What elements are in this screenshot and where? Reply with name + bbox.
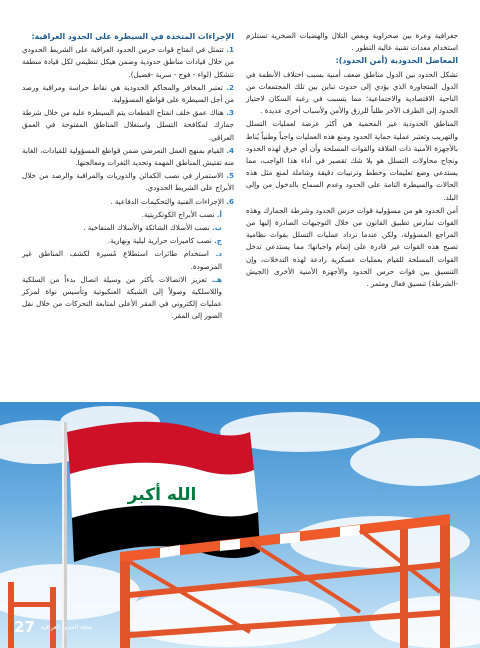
- list-item: 5. الاستمرار في نصب الكمائن والدوريات والمراقبة والرصد من خلال الأبراج على الشريط الحدودي.: [22, 171, 234, 193]
- sub-list-item: د. استخدام طائرات استطلاع مُسيرة لكشف المناطق غير المرصودة.: [22, 249, 222, 271]
- photo-illustration: [0, 402, 480, 648]
- left-column: [22, 30, 234, 400]
- sub-list-item: ب. نصب الأسلاك الشائكة والأسلاك المنفاخية .: [83, 223, 222, 233]
- sub-list-item: هـ. تعزيز الاتصالات بأكثر من وسيلة اتصال بدءاً من السلكية واللاسلكية وصولاً إلى الشبكة العنكبوتية وتأسيس نواة لمركز عمليات إلكتروني في المقر الأعلى لمتابعة التحركات من خلال نقل الصور إلى المقر.: [22, 274, 222, 321]
- border-flag-photo: [0, 402, 480, 648]
- intro-paragraph: جغرافية وعرة بين صحراوية وبعض التلال والهضبات الصخرية تستلزم استخدام معدات تقنية عالية التطور .: [246, 31, 458, 53]
- list-item: 4. القيام بمنهج العمل التعرضي ضمن قواطع المسؤولية للقيادات، الغاية منه تفتيش المناطق المهمة وتحديد الثغرات ومعالجتها.: [22, 145, 234, 168]
- list-item: 1. تتمثل في انفتاح قوات حرس الحدود العراقية على الشريط الحدودي من خلال قيادات مناطق حدودية وضمن هيكل تنظيمي لكل قيادة منطقة تتشكل (لواء - فوج - سرية -فصيل).: [22, 45, 234, 79]
- article-text: [22, 30, 458, 400]
- section-heading-border-security: المعاضل الحدودية (أمن الحدود):: [335, 56, 458, 66]
- page-footer: [14, 618, 92, 636]
- right-column: [246, 30, 458, 400]
- list-item: 2. تعتبر المخافر والمحاكم الحدودية هي نقاط حراسة ومراقبة ورصد من أجل السيطرة على قواطع المسؤولية.: [22, 82, 234, 105]
- sub-list-item: أ. نصب الأبراج الكونكريتية.: [141, 209, 222, 219]
- list-item: 6. الإجراءات الفنية والتحكيمات الدفاعية .: [110, 196, 234, 206]
- page-number: 27: [14, 618, 35, 636]
- paragraph-3: أمن الحدود هو من مسؤولية قوات حرس الحدود وشرطة الجمارك وهذه القوات تمارس تطبيق القانون من خلال التوجيهات الصادرة إليها من المراجع المسؤولة، ولكن عندما تزداد عمليات التسلل بقوات نظامية تصبح هذه القوات غير قادرة على إتمام واجباتها؛ مما يستدعي تدخل القوات المسلحة للقيام بعمليات عسكرية رادعة لهذه التدخلات، وإن التنسيق بين قوات حرس الحدود والأجهزة الأمنية الأخرى (الجيش -الشرطة) تنسيق فعال ومثمر .: [246, 205, 458, 289]
- section-heading-measures: الإجراءات المتخذة في السيطرة على الحدود العراقية:: [31, 32, 234, 41]
- magazine-title: مجلة الحدود العراقية: [40, 623, 93, 631]
- paragraph-2: المناطق الحدودية غير المحمية هي أكثر عرضة لعمليات التسلل والتهريب وتعتبر عملية حماية الحدود ومنع هذه العمليات واجباً وطنياً يُناط بالأجهزة الأمنية ذات العلاقة والقوات المسلحة وأن أي خرق لهذه الحدود ونجاح محاولات التسلل هو بلا شك تقصير في أداء هذا الواجب، مما يستدعي وضع تعليمات وخطط وترتيبات دقيقة وشاملة لمنع مثل هذه الحالات والسيطرة التامة على الحدود وعدم السماح بالدخول من وإلى البلد.: [246, 119, 458, 202]
- sub-list-item: ج. نصب كاميرات حرارية ليلية ونهارية.: [107, 236, 222, 246]
- flag-emblem-text: الله أكبر: [127, 485, 197, 505]
- paragraph-1: تشكل الحدود بين الدول مناطق ضعف أمنية بسبب اختلاف الأنظمة في الدول المتجاورة الذي يؤدي إلى حدوث تباين بين تلك المجتمعات من الناحية الاقتصادية والاجتماعية؛ مما يتسبب في رغبة السكان لاجتياز الحدود إلى الطرف الآخر طلباً للرزق والأمن ولأسباب أخرى عديدة .: [246, 69, 458, 116]
- list-item: 3. هناك عمق خلف انفتاح القطعات يتم السيطرة عليه من خلال شرطة جمارك لمكافحة التسلل واستغلال المناطق المفتوحة في العمق العراقي.: [22, 108, 234, 142]
